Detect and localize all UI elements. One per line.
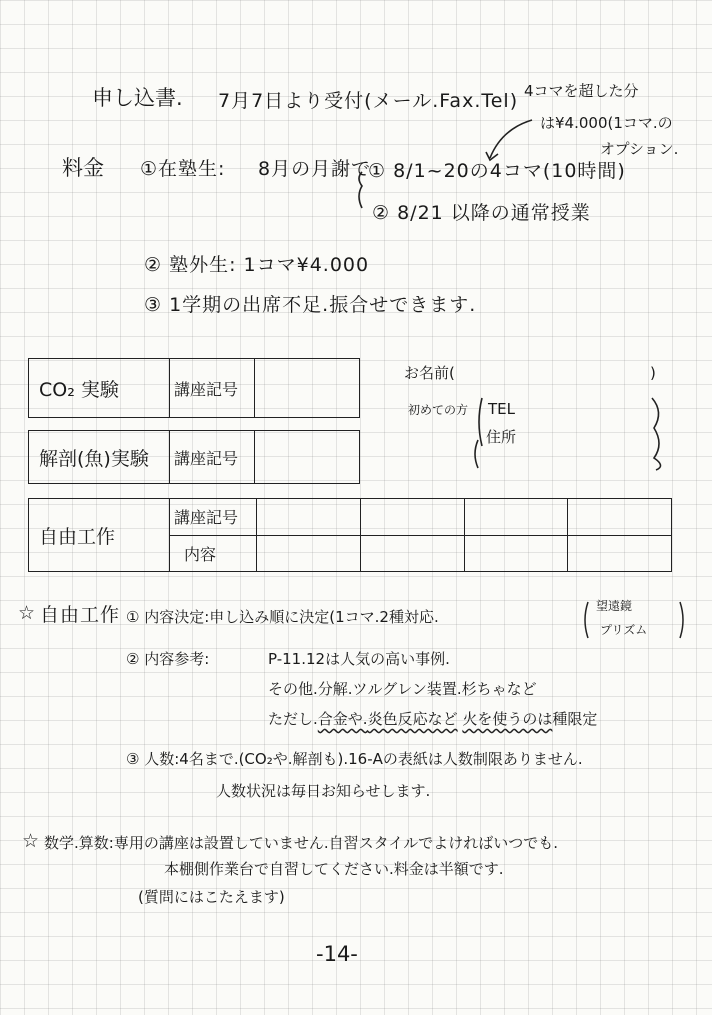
free-note-3-b: 人数状況は毎日お知らせします. <box>216 782 431 800</box>
free-code-input-2[interactable] <box>360 499 464 536</box>
option-arrow-line <box>490 120 532 158</box>
fee-item-2: ② 塾外生: 1コマ¥4.000 <box>144 254 370 276</box>
tel-label: TEL <box>488 400 515 418</box>
free-code-input-1[interactable] <box>257 499 361 536</box>
free-note-2-a: P-11.12は人気の高い事例. <box>268 650 450 668</box>
option-note-line-3: オプション. <box>600 140 679 158</box>
co2-code-label: 講座記号 <box>170 359 255 418</box>
free-note-2-c-pre: ただし. <box>268 710 318 728</box>
free-note-2-c-post: 種限定 <box>552 710 598 728</box>
name-label: お名前( <box>404 364 455 382</box>
free-notes-label: 自由工作 <box>40 604 121 626</box>
free-content-label: 内容 <box>170 535 257 572</box>
dissection-label: 解剖(魚)実験 <box>29 431 170 484</box>
form-title: 申し込書. <box>92 86 183 110</box>
free-note-1: ① 内容決定:申し込み順に決定(1コマ.2種対応. <box>126 608 439 626</box>
free-table <box>28 498 672 572</box>
free-notes-marker: ☆ <box>18 602 37 624</box>
free-note-3: ③ 人数:4名まで.(CO₂や.解剖も).16-Aの表紙は人数制限ありません. <box>126 750 583 768</box>
n1-side-open-paren <box>585 602 588 638</box>
free-code-input-4[interactable] <box>568 499 672 536</box>
dissection-table <box>28 430 360 484</box>
free-note-2-c-alloy: 合金や. <box>317 710 368 728</box>
contact-open-paren <box>479 398 482 446</box>
page-number: -14- <box>316 942 358 966</box>
first-time-label: 初めての方 <box>408 403 469 417</box>
free-content-input-3[interactable] <box>464 535 568 572</box>
free-content-input-2[interactable] <box>360 535 464 572</box>
free-label: 自由工作 <box>29 499 170 572</box>
co2-label: CO₂ 実験 <box>29 359 170 418</box>
option-note-line-1: 4コマを超した分 <box>524 82 639 100</box>
address-label: 住所 <box>486 428 517 446</box>
name-close: ) <box>650 364 656 382</box>
free-note-2-c-flame: 炎色反応など <box>367 710 458 728</box>
co2-code-input[interactable] <box>255 359 360 418</box>
math-note-line-1: 数学.算数:専用の講座は設置していません.自習スタイルでよければいつでも. <box>44 834 559 852</box>
address-open-paren <box>475 440 478 468</box>
free-note-2-c-fire: 火を使うのは <box>462 710 553 728</box>
dissection-code-label: 講座記号 <box>170 431 255 484</box>
math-note-line-3: (質問にはこたえます) <box>138 888 285 906</box>
free-code-input-3[interactable] <box>464 499 568 536</box>
free-note-2-c <box>268 712 597 727</box>
free-note-1-prism: プリズム <box>600 623 648 637</box>
option-note-line-2: は¥4.000(1コマ.の <box>540 114 673 132</box>
fee-item-1a: ① 8/1~20の4コマ(10時間) <box>368 160 626 182</box>
free-content-input-4[interactable] <box>568 535 672 572</box>
free-note-2-head: ② 内容参考: <box>126 650 210 668</box>
n1-side-close-paren <box>680 602 683 638</box>
free-note-1-telescope: 望遠鏡 <box>596 599 633 613</box>
fees-label: 料金 <box>62 156 104 180</box>
free-code-label: 講座記号 <box>170 499 257 536</box>
dissection-code-input[interactable] <box>255 431 360 484</box>
free-content-input-1[interactable] <box>257 535 361 572</box>
contact-close-brace <box>652 398 661 470</box>
co2-table <box>28 358 360 418</box>
fee-item-1-text: 8月の月謝で <box>258 158 372 180</box>
fee-item-3: ③ 1学期の出席不足.振合せできます. <box>144 294 477 316</box>
fee-item-1b: ② 8/21 以降の通常授業 <box>372 202 591 224</box>
math-note-line-2: 本棚側作業台で自習してください.料金は半額です. <box>164 860 504 878</box>
fee-item-1-label: ①在塾生: <box>140 158 226 180</box>
reception-note: 7月7日より受付(メール.Fax.Tel) <box>218 90 519 112</box>
free-note-2-b: その他.分解.ツルグレン装置.杉ちゃなど <box>268 680 537 698</box>
math-note-marker: ☆ <box>22 830 41 852</box>
